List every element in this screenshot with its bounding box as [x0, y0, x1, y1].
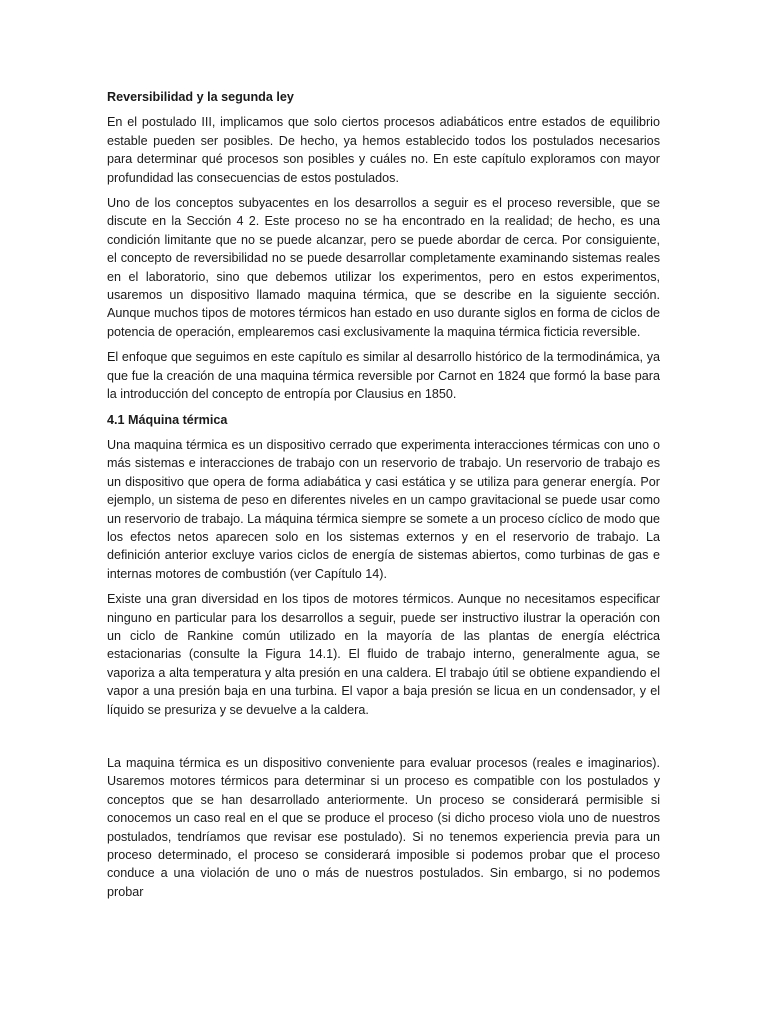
paragraph-section-2: Existe una gran diversidad en los tipos de motores térmicos. Aunque no necesitamos especificar ninguno en particular para los desarrollos a seguir, puede ser instructivo ilustrar la operación con un ciclo de Rankine común utilizado en la mayoría de las plantas de energía eléctrica estacionarias (consulte la Figura 14.1). El fluido de trabajo interno, generalmente agua, se vaporiza a alta temperatura y alta presión en una caldera. El trabajo útil se obtiene expandiendo el vapor a una presión baja en una turbina. El vapor a baja presión se licua en un condensador, y el líquido se presuriza y se devuelve a la caldera.	[107, 592, 660, 717]
paragraph-intro-2: Uno de los conceptos subyacentes en los desarrollos a seguir es el proceso reversible, que se discute en la Sección 4 2. Este proceso no se ha encontrado en la realidad; de hecho, es una condición limitante que no se puede alcanzar, pero se puede abordar de cerca. Por consiguiente, el concepto de reversibilidad no se puede desarrollar completamente examinando sistemas reales en el laboratorio, sino que debemos utilizar los experimentos, pero en estos experimentos, usaremos un dispositivo llamado maquina térmica, que se describe en la siguiente sección. Aunque muchos tipos de motores térmicos han estado en uso durante siglos en forma de ciclos de potencia de operación, emplearemos casi exclusivamente la maquina térmica ficticia reversible.	[107, 196, 660, 339]
subsection-title: 4.1 Máquina térmica	[107, 412, 228, 427]
section-title: Reversibilidad y la segunda ley	[107, 90, 294, 104]
paragraph-section-1: Una maquina térmica es un dispositivo cerrado que experimenta interacciones térmicas con uno o más sistemas e interacciones de trabajo con un reservorio de trabajo. Un reservorio de trabajo es un dispositivo que opera de forma adiabática y casi estática y se utiliza para generar energía. Por ejemplo, un sistema de peso en diferentes niveles en un campo gravitacional se puede usar como un reservorio de trabajo. La máquina térmica siempre se somete a un proceso cíclico de modo que los efectos netos aparecen solo en los sistemas externos y en el reservorio de trabajo. La definición anterior excluye varios ciclos de energía de sistemas abiertos, como turbinas de gas e internas motores de combustión (ver Capítulo 14).	[107, 437, 660, 581]
paragraph-intro-1: En el postulado III, implicamos que solo ciertos procesos adiabáticos entre estados de equilibrio estable pueden ser posibles. De hecho, ya hemos establecido todos los postulados necesarios para determinar qué procesos son posibles y cuáles no. En este capítulo exploramos con mayor profundidad las consecuencias de estos postulados.	[107, 115, 660, 185]
paragraph-gap	[107, 726, 660, 754]
document-page	[107, 88, 660, 908]
paragraph-intro-3: El enfoque que seguimos en este capítulo es similar al desarrollo histórico de la termodinámica, ya que fue la creación de una maquina térmica reversible por Carnot en 1824 que formó la base para la introducción del concepto de entropía por Clausius en 1850.	[107, 350, 660, 402]
paragraph-final: La maquina térmica es un dispositivo conveniente para evaluar procesos (reales e imaginarios). Usaremos motores térmicos para determinar si un proceso es compatible con los postulados y conceptos que se han desarrollado anteriormente. Un proceso se considerará permisible si conocemos un caso real en el que se produce el proceso (si dicho proceso viola uno de nuestros postulados, tendríamos que revisar ese postulado). Si no tenemos experiencia previa para un proceso determinado, el proceso se considerará imposible si podemos probar que el proceso conduce a una violación de uno o más de nuestros postulados. Sin embargo, si no podemos probar	[107, 756, 660, 899]
